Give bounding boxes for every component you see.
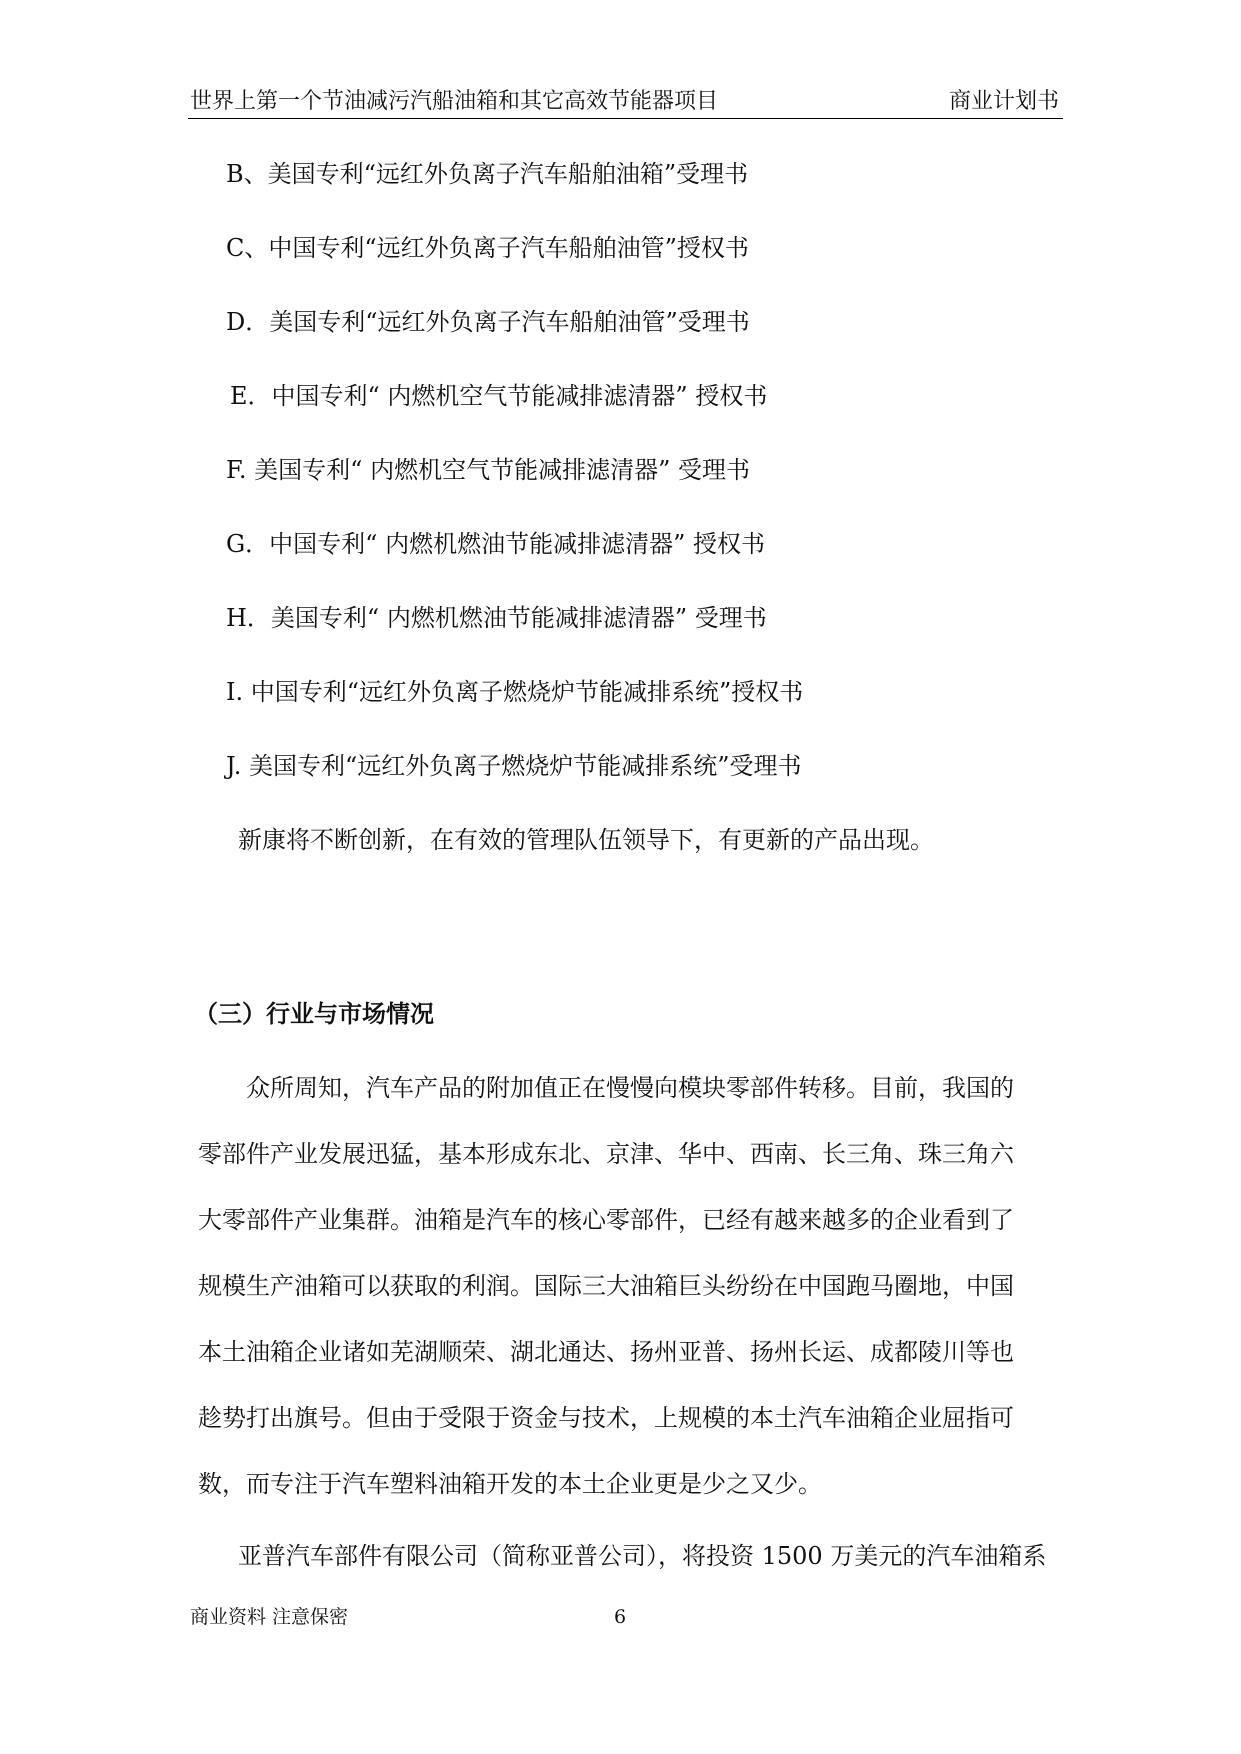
patent-item-b: B、美国专利“远红外负离子汽车船舶油箱”受理书 xyxy=(226,160,749,188)
closing-sentence: 新康将不断创新，在有效的管理队伍领导下，有更新的产品出现。 xyxy=(238,826,934,854)
patent-item-i: I. 中国专利“远红外负离子燃烧炉节能减排系统”授权书 xyxy=(226,678,804,706)
header-doc-type: 商业计划书 xyxy=(948,89,1059,114)
paragraph-line: 规模生产油箱可以获取的利润。国际三大油箱巨头纷纷在中国跑马圈地，中国 xyxy=(198,1272,1014,1300)
paragraph-line: 零部件产业发展迅猛，基本形成东北、京津、华中、西南、长三角、珠三角六 xyxy=(198,1140,1014,1168)
section-heading: （三）行业与市场情况 xyxy=(194,1000,434,1028)
page-header xyxy=(188,86,1063,119)
footer-confidential: 商业资料 注意保密 xyxy=(190,1606,349,1628)
patent-item-c: C、中国专利“远红外负离子汽车船舶油管”授权书 xyxy=(226,234,749,262)
patent-item-h: H．美国专利“ 内燃机燃油节能减排滤清器” 受理书 xyxy=(226,604,767,632)
paragraph-line: 大零部件产业集群。油箱是汽车的核心零部件，已经有越来越多的企业看到了 xyxy=(198,1206,1014,1234)
header-title: 世界上第一个节油减污汽船油箱和其它高效节能器项目 xyxy=(190,89,719,114)
patent-item-g: G．中国专利“ 内燃机燃油节能减排滤清器” 授权书 xyxy=(226,530,765,558)
paragraph-line: 众所周知，汽车产品的附加值正在慢慢向模块零部件转移。目前，我国的 xyxy=(246,1074,1014,1102)
patent-item-f: F. 美国专利“ 内燃机空气节能减排滤清器” 受理书 xyxy=(226,456,750,484)
patent-item-j: J. 美国专利“远红外负离子燃烧炉节能减排系统”受理书 xyxy=(226,752,802,780)
patent-item-d: D．美国专利“远红外负离子汽车船舶油管”受理书 xyxy=(226,308,750,336)
paragraph-line: 亚普汽车部件有限公司（简称亚普公司），将投资 1500 万美元的汽车油箱系 xyxy=(238,1542,1047,1570)
paragraph-line: 趁势打出旗号。但由于受限于资金与技术，上规模的本土汽车油箱企业屈指可 xyxy=(198,1404,1014,1432)
paragraph-line: 数，而专注于汽车塑料油箱开发的本土企业更是少之又少。 xyxy=(198,1470,822,1498)
page-number: 6 xyxy=(614,1606,627,1628)
patent-item-e: E．中国专利“ 内燃机空气节能减排滤清器” 授权书 xyxy=(230,382,768,410)
paragraph-line: 本土油箱企业诸如芜湖顺荣、湖北通达、扬州亚普、扬州长运、成都陵川等也 xyxy=(198,1338,1014,1366)
